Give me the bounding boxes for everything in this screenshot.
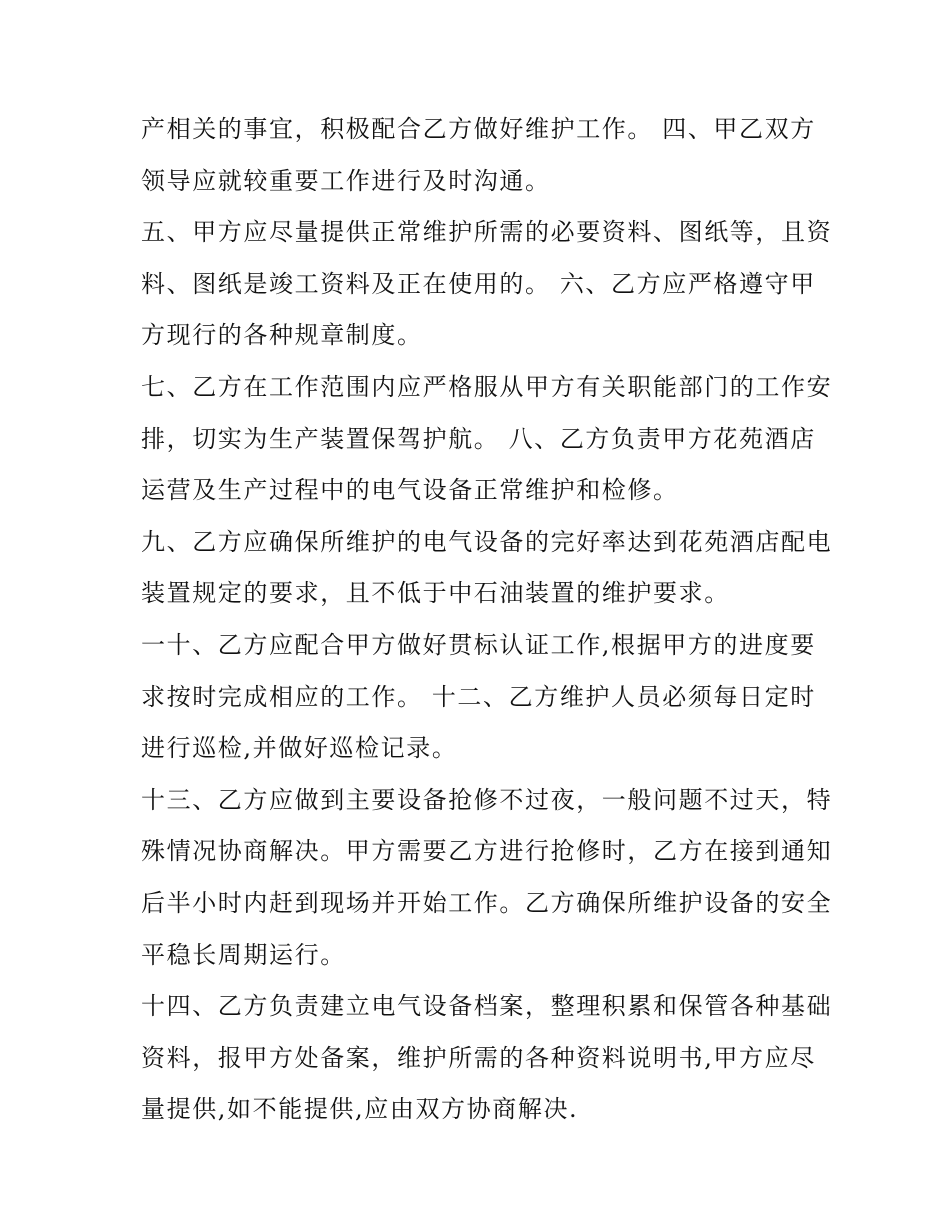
text-line: 求按时完成相应的工作。 十二、乙方维护人员必须每日定时: [141, 682, 816, 711]
text-line: 平稳长周期运行。: [141, 940, 346, 969]
text-line: 排，切实为生产装置保驾护航。 八、乙方负责甲方花苑酒店: [141, 424, 816, 453]
clause-paragraph: [141, 620, 821, 775]
text-line: 一十、乙方应配合甲方做好贯标认证工作,根据甲方的进度要: [141, 630, 816, 659]
text-line: 资料，报甲方处备案，维护所需的各种资料说明书,甲方应尽: [141, 1043, 816, 1072]
clause-paragraph: [141, 362, 833, 517]
text-line: 产相关的事宜，积极配合乙方做好维护工作。 四、甲乙双方: [141, 115, 816, 143]
text-line: 殊情况协商解决。甲方需要乙方进行抢修时，乙方在接到通知: [141, 837, 833, 866]
text-line: 装置规定的要求，且不低于中石油装置的维护要求。: [141, 579, 730, 608]
clause-paragraph: [141, 775, 833, 981]
text-line: 后半小时内赶到现场并开始工作。乙方确保所维护设备的安全: [141, 888, 833, 917]
clause-paragraph: [141, 207, 833, 362]
clause-paragraph: [141, 104, 821, 207]
clause-paragraph: [141, 517, 833, 620]
clause-paragraph: [141, 981, 833, 1136]
text-line: 运营及生产过程中的电气设备正常维护和检修。: [141, 476, 679, 505]
text-line: 七、乙方在工作范围内应严格服从甲方有关职能部门的工作安: [141, 372, 833, 401]
text-line: 十三、乙方应做到主要设备抢修不过夜，一般问题不过天，特: [141, 785, 833, 814]
text-line: 十四、乙方负责建立电气设备档案，整理积累和保管各种基础: [141, 992, 833, 1021]
text-line: 五、甲方应尽量提供正常维护所需的必要资料、图纸等，且资: [141, 218, 833, 247]
text-line: 进行巡检,并做好巡检记录。: [141, 734, 458, 763]
text-line: 领导应就较重要工作进行及时沟通。: [141, 166, 551, 195]
text-line: 九、乙方应确保所维护的电气设备的完好率达到花苑酒店配电: [141, 527, 833, 556]
text-line: 方现行的各种规章制度。: [141, 321, 423, 350]
text-line: 料、图纸是竣工资料及正在使用的。 六、乙方应严格遵守甲: [141, 269, 816, 298]
contract-clauses-body: [141, 104, 833, 1136]
text-line: 量提供,如不能提供,应由双方协商解决.: [141, 1095, 579, 1124]
